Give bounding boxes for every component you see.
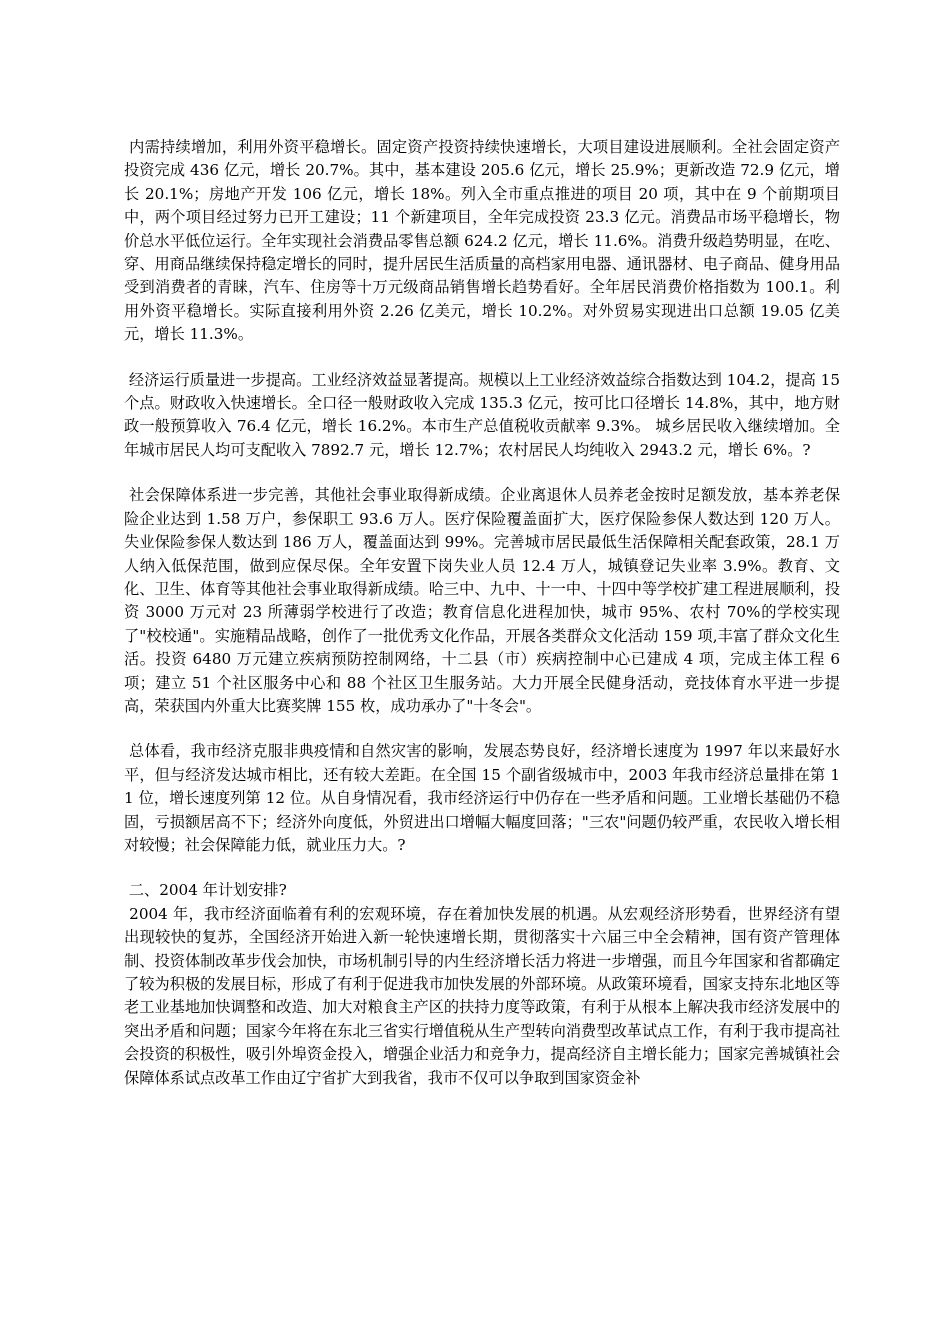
paragraph-gap [124, 857, 840, 879]
paragraph-social-security: 社会保障体系进一步完善，其他社会事业取得新成绩。企业离退休人员养老金按时足额发放，基本养老保险企业达到 1.58 万户，参保职工 93.6 万人。医疗保险覆盖面扩大，医疗保险参保人数达到 120 万人。失业保险参保人数达到 186 万人，覆盖面达到 99%。完善城市居民最低生活保障相关配套政策，28.1 万人纳入低保范围，做到应保尽保。全年安置下岗失业人员 12.4 万人，城镇登记失业率 3.9%。教育、文化、卫生、体育等其他社会事业取得新成绩。哈三中、九中、十一中、十四中等学校扩建工程进展顺利，投资 3000 万元对 23 所薄弱学校进行了改造；教育信息化进程加快，城市 95%、农村 70%的学校实现了"校校通"。实施精品战略，创作了一批优秀文化作品，开展各类群众文化活动 159 项,丰富了群众文化生活。投资 6480 万元建立疾病预防控制网络，十二县（市）疾病控制中心已建成 4 项，完成主体工程 6 项；建立 51 个社区服务中心和 88 个社区卫生服务站。大力开展全民健身活动，竞技体育水平进一步提高，荣获国内外重大比赛奖牌 155 枚，成功承办了"十冬会"。 [124, 486, 845, 715]
paragraph-2004-outlook: 2004 年，我市经济面临着有利的宏观环境，存在着加快发展的机遇。从宏观经济形势看，世界经济有望出现较快的复苏，全国经济开始进入新一轮快速增长期，贯彻落实十六届三中全会精神，国有资产管理体制、投资体制改革步伐会加快，市场机制引导的内生经济增长活力将进一步增强，而且今年国家和省都确定了较为积极的发展目标，形成了有利于促进我市加快发展的外部环境。从政策环境看，国家支持东北地区等老工业基地加快调整和改造、加大对粮食主产区的扶持力度等政策，有利于从根本上解决我市经济发展中的突出矛盾和问题；国家今年将在东北三省实行增值税从生产型转向消费型改革试点工作，有利于我市提高社会投资的积极性，吸引外埠资金投入，增强企业活力和竞争力，提高经济自主增长能力；国家完善城镇社会保障体系试点改革工作由辽宁省扩大到我省，我市不仅可以争取到国家资金补 [124, 904, 841, 1087]
paragraph-gap [124, 347, 840, 369]
section-heading-2004-plan: 二、2004 年计划安排? [124, 881, 287, 900]
paragraph-overall-assessment: 总体看，我市经济克服非典疫情和自然灾害的影响，发展态势良好，经济增长速度为 1997 年以来最好水平，但与经济发达城市相比，还有较大差距。在全国 15 个副省级城市中，2003 年我市经济总量排在第 11 位，增长速度列第 12 位。从自身情况看，我市经济运行中仍存在一些矛盾和问题。工业增长基础仍不稳固，亏损额居高不下；经济外向度低，外贸进出口增幅大幅度回落；"三农"问题仍较严重，农民收入增长相对较慢；社会保障能力低，就业压力大。? [124, 742, 840, 854]
paragraph-economic-quality: 经济运行质量进一步提高。工业经济效益显著提高。规模以上工业经济效益综合指数达到 104.2，提高 15 个点。财政收入快速增长。全口径一般财政收入完成 135.3 亿元，按可比口径增长 14.8%，其中，地方财政一般预算收入 76.4 亿元，增长 16.2%。本市生产总值税收贡献率 9.3%。 城乡居民收入继续增加。全年城市居民人均可支配收入 7892.7 元，增长 12.7%；农村居民人均纯收入 2943.2 元，增长 6%。? [124, 370, 845, 459]
document-page [124, 136, 845, 1090]
paragraph-domestic-demand: 内需持续增加，利用外资平稳增长。固定资产投资持续快速增长，大项目建设进展顺利。全社会固定资产投资完成 436 亿元，增长 20.7%。其中，基本建设 205.6 亿元，增长 25.9%；更新改造 72.9 亿元，增长 20.1%；房地产开发 106 亿元，增长 18%。列入全市重点推进的项目 20 项，其中在 9 个前期项目中，两个项目经过努力已开工建设；11 个新建项目，全年完成投资 23.3 亿元。消费品市场平稳增长，物价总水平低位运行。全年实现社会消费品零售总额 624.2 亿元，增长 11.6%。消费升级趋势明显，在吃、穿、用商品继续保持稳定增长的同时，提升居民生活质量的高档家用电器、通讯器材、电子商品、健身用品受到消费者的青睐，汽车、住房等十万元级商品销售增长趋势看好。全年居民消费价格指数为 100.1。利用外资平稳增长。实际直接利用外资 2.26 亿美元，增长 10.2%。对外贸易实现进出口总额 19.05 亿美元，增长 11.3%。 [124, 138, 841, 344]
paragraph-gap [124, 462, 840, 484]
paragraph-gap [124, 718, 840, 740]
